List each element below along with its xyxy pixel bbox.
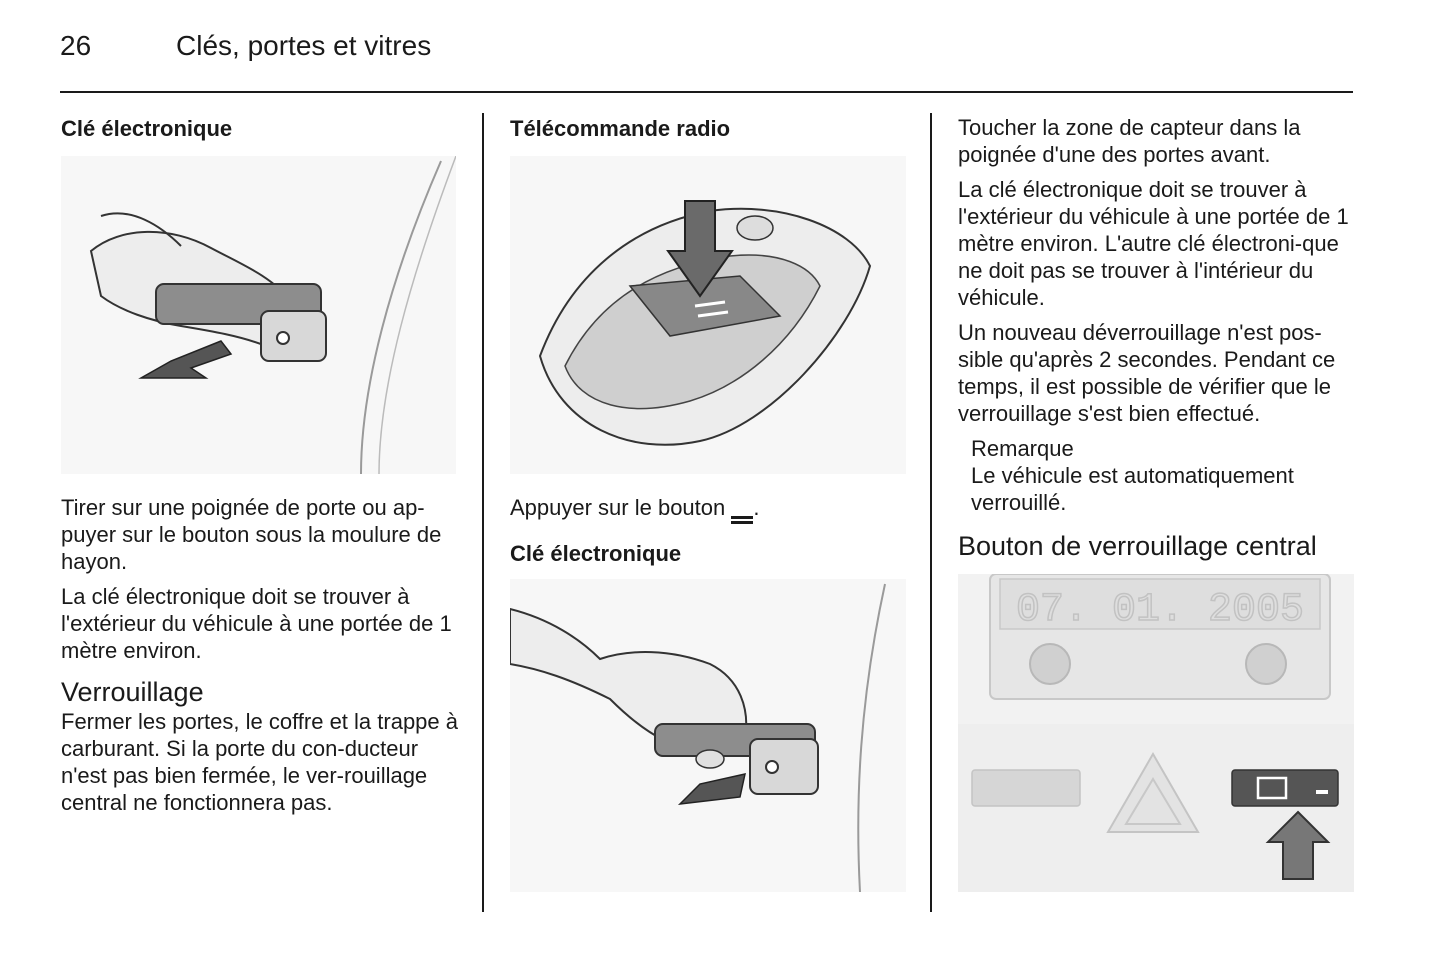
column-divider-2 (930, 113, 932, 912)
central-lock-button-illustration (958, 574, 1354, 892)
column-2 (510, 114, 910, 892)
remote-key-illustration (510, 156, 906, 474)
paragraph-deverrouillage: Un nouveau déverrouillage n'est pos-sible qu'après 2 secondes. Pendant ce temps, il est possible de vérifier que le verrouillage s'est bien effectué. (958, 320, 1336, 426)
heading-verrouillage: Verrouillage (61, 677, 204, 707)
paragraph-fermer: Fermer les portes, le coffre et la trappe à carburant. Si la porte du con-ducteur n'est pas bien fermée, le ver-rouillage central ne fonctionnera pas. (61, 709, 458, 815)
note-title: Remarque (971, 436, 1074, 461)
paragraph-appuyer: Appuyer sur le bouton . (510, 494, 910, 521)
paragraph-autre-cle: La clé électronique doit se trouver à l'extérieur du véhicule à une portée de 1 mètre environ. L'autre clé électroni-que ne doit pas se trouver à l'intérieur du véhicule. (958, 177, 1349, 310)
lock-button-icon (731, 504, 753, 514)
door-handle-illustration (61, 156, 456, 474)
subhead-cle-electronique-2: Clé électronique (510, 541, 682, 566)
subhead-cle-electronique: Clé électronique (61, 116, 233, 141)
paragraph-portee: La clé électronique doit se trouver à l'extérieur du véhicule à une portée de 1 mètre environ. (61, 584, 452, 663)
page-title: Clés, portes et vitres (176, 30, 432, 61)
paragraph-tirer: Tirer sur une poignée de porte ou ap-puyer sur le bouton sous la moulure de hayon. (61, 495, 442, 574)
note-body: Le véhicule est automatiquement verrouillé. (971, 463, 1294, 515)
column-3 (958, 114, 1358, 892)
paragraph-toucher: Toucher la zone de capteur dans la poignée d'une des portes avant. (958, 115, 1301, 167)
header-divider (60, 91, 1353, 93)
display-readout: 07. 01. 2005 (1015, 588, 1305, 633)
page-number: 26 (60, 30, 92, 61)
heading-bouton-verrouillage: Bouton de verrouillage central (958, 531, 1317, 561)
note-remarque (971, 435, 1358, 516)
column-1 (61, 114, 463, 824)
subhead-telecommande: Télécommande radio (510, 116, 731, 141)
door-handle-illustration-2 (510, 579, 906, 892)
column-divider-1 (482, 113, 484, 912)
